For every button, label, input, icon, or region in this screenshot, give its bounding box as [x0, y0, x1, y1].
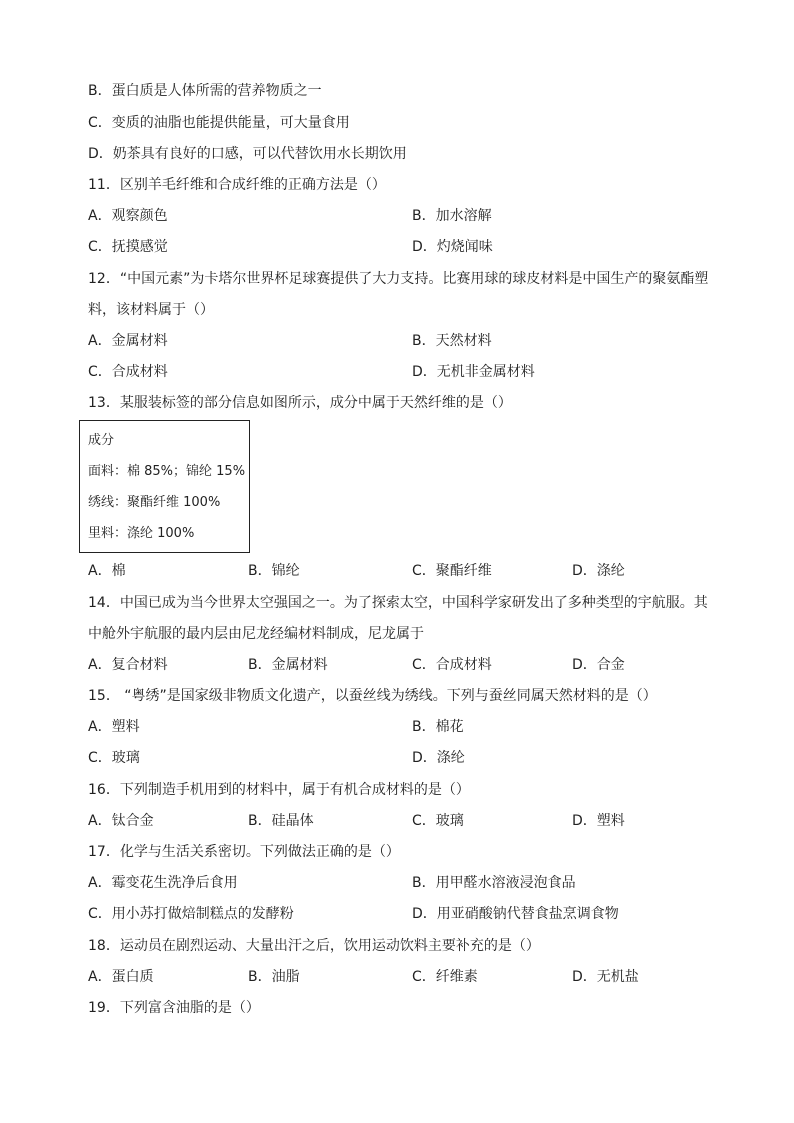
q18-option-c: C．纤维素	[412, 969, 478, 985]
q19-stem: 19．下列富含油脂的是（）	[88, 1000, 260, 1016]
option-c-oil: C．变质的油脂也能提供能量，可大量食用	[88, 115, 350, 131]
q13-option-c: C．聚酯纤维	[412, 563, 492, 579]
option-b-protein: B．蛋白质是人体所需的营养物质之一	[88, 83, 322, 99]
q15-option-a: A．塑料	[88, 719, 140, 735]
q16-option-b: B．硅晶体	[248, 813, 314, 829]
q15-option-d: D．涤纶	[412, 750, 465, 766]
q16-option-a: A．钛合金	[88, 813, 154, 829]
q13-option-d: D．涤纶	[572, 563, 625, 579]
label-title: 成分	[88, 433, 115, 448]
q14-stem-line2: 中舱外宇航服的最内层由尼龙经编材料制成，尼龙属于	[88, 626, 424, 642]
q15-stem: 15． “粤绣”是国家级非物质文化遗产，以蚕丝线为绣线。下列与蚕丝同属天然材料的是（）	[88, 688, 657, 704]
q14-option-c: C．合成材料	[412, 657, 492, 673]
q15-option-c: C．玻璃	[88, 750, 140, 766]
q14-option-a: A．复合材料	[88, 657, 168, 673]
q17-option-b: B．用甲醛水溶液浸泡食品	[412, 875, 576, 891]
q12-stem-line1: 12．“中国元素”为卡塔尔世界杯足球赛提供了大力支持。比赛用球的球皮材料是中国生产的聚氨酯塑	[88, 271, 709, 287]
q13-option-b: B．锦纶	[248, 563, 300, 579]
q13-stem: 13．某服装标签的部分信息如图所示，成分中属于天然纤维的是（）	[88, 395, 512, 411]
q18-option-a: A．蛋白质	[88, 969, 154, 985]
q16-option-c: C．玻璃	[412, 813, 464, 829]
q14-option-d: D．合金	[572, 657, 625, 673]
q18-stem: 18．运动员在剧烈运动、大量出汗之后，饮用运动饮料主要补充的是（）	[88, 938, 540, 954]
q11-option-a: A．观察颜色	[88, 208, 168, 224]
q15-option-b: B．棉花	[412, 719, 464, 735]
q16-option-d: D．塑料	[572, 813, 625, 829]
label-thread: 绣线：聚酯纤维 100%	[88, 495, 221, 510]
q12-stem-line2: 料，该材料属于（）	[88, 302, 214, 318]
q12-option-b: B．天然材料	[412, 333, 492, 349]
q11-option-c: C．抚摸感觉	[88, 239, 168, 255]
q17-option-c: C．用小苏打做焙制糕点的发酵粉	[88, 906, 294, 922]
q17-stem: 17．化学与生活关系密切。下列做法正确的是（）	[88, 844, 400, 860]
option-d-tea: D．奶茶具有良好的口感，可以代替饮用水长期饮用	[88, 146, 407, 162]
q18-option-d: D．无机盐	[572, 969, 639, 985]
q12-option-a: A．金属材料	[88, 333, 168, 349]
q13-option-a: A．棉	[88, 563, 126, 579]
label-lining: 里料：涤纶 100%	[88, 526, 195, 541]
q17-option-a: A．霉变花生洗净后食用	[88, 875, 238, 891]
clothing-label-box	[79, 420, 250, 553]
label-fabric: 面料：棉 85%；锦纶 15%	[88, 464, 246, 479]
q18-option-b: B．油脂	[248, 969, 300, 985]
q11-option-d: D．灼烧闻味	[412, 239, 493, 255]
q14-stem-line1: 14．中国已成为当今世界太空强国之一。为了探索太空，中国科学家研发出了多种类型的宇航服。其	[88, 595, 708, 611]
q16-stem: 16．下列制造手机用到的材料中，属于有机合成材料的是（）	[88, 782, 470, 798]
q12-option-d: D．无机非金属材料	[412, 364, 535, 380]
q12-option-c: C．合成材料	[88, 364, 168, 380]
q17-option-d: D．用亚硝酸钠代替食盐烹调食物	[412, 906, 619, 922]
q11-stem: 11．区别羊毛纤维和合成纤维的正确方法是（）	[88, 177, 386, 193]
q11-option-b: B．加水溶解	[412, 208, 492, 224]
q14-option-b: B．金属材料	[248, 657, 328, 673]
